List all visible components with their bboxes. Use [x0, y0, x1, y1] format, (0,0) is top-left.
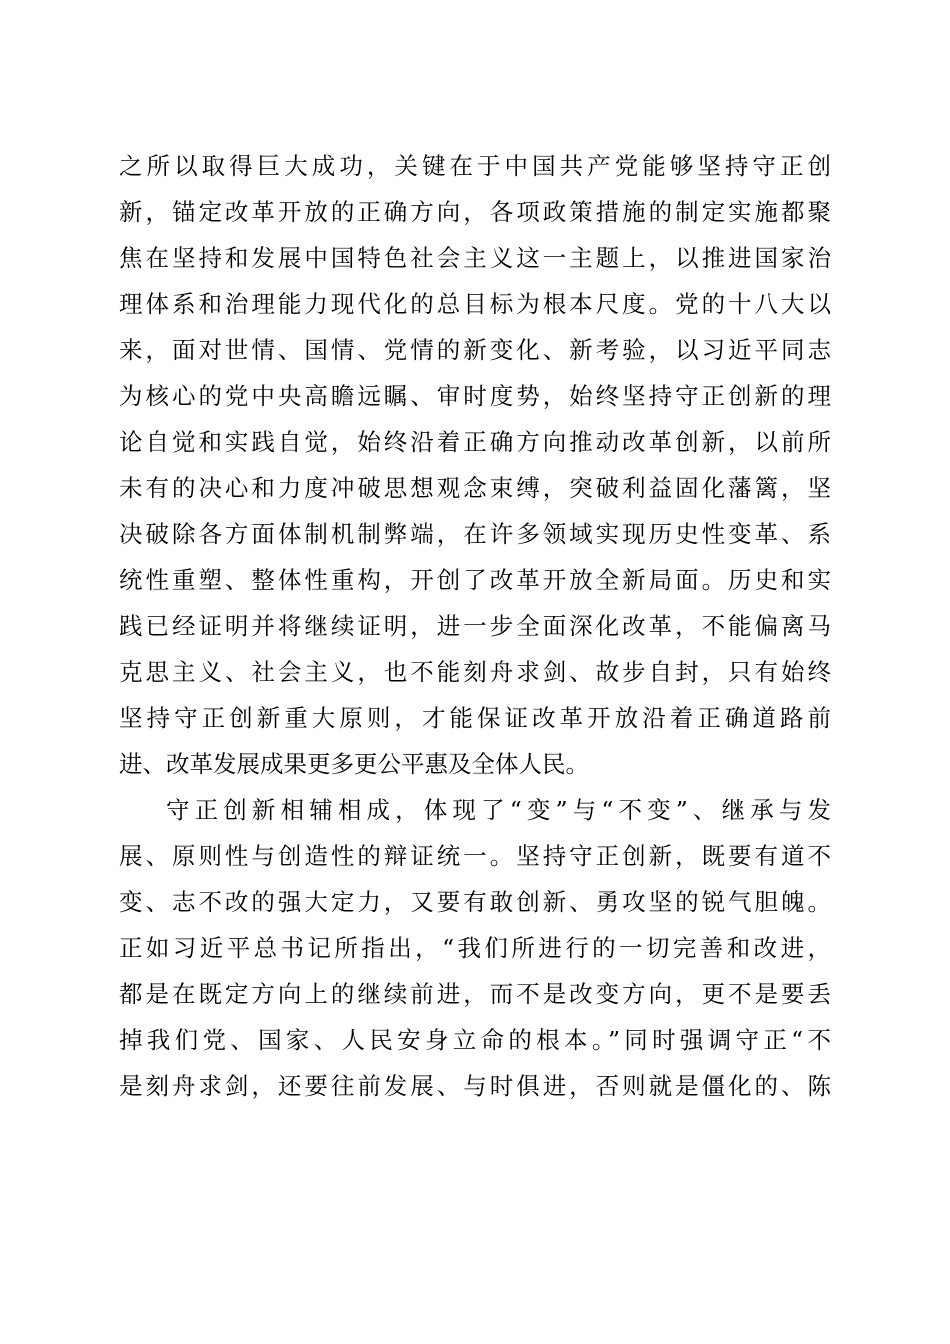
text-line: 焦在坚持和发展中国特色社会主义这一主题上，以推进国家治	[119, 244, 831, 272]
text-line: 坚持守正创新重大原则，才能保证改革开放沿着正确道路前	[119, 704, 831, 732]
text-line: 变、志不改的强大定力，又要有敢创新、勇攻坚的锐气胆魄。	[119, 888, 831, 916]
text-line: 克思主义、社会主义，也不能刻舟求剑、故步自封，只有始终	[119, 658, 831, 686]
text-line: 正如习近平总书记所指出，“我们所进行的一切完善和改进，	[119, 934, 831, 962]
text-line: 之所以取得巨大成功，关键在于中国共产党能够坚持守正创	[119, 152, 831, 180]
paragraph-1	[119, 143, 831, 787]
paragraph-2	[119, 787, 831, 1109]
text-line: 新，锚定改革开放的正确方向，各项政策措施的制定实施都聚	[119, 198, 831, 226]
text-line: 论自觉和实践自觉，始终沿着正确方向推动改革创新，以前所	[119, 428, 831, 456]
text-line: 掉我们党、国家、人民安身立命的根本。”同时强调守正“不	[119, 1026, 831, 1054]
text-line: 进、改革发展成果更多更公平惠及全体人民。	[119, 750, 589, 778]
body-text	[119, 143, 831, 1109]
text-line: 是刻舟求剑，还要往前发展、与时俱进，否则就是僵化的、陈	[119, 1072, 831, 1100]
text-line: 为核心的党中央高瞻远瞩、审时度势，始终坚持守正创新的理	[119, 382, 831, 410]
text-line: 展、原则性与创造性的辩证统一。坚持守正创新，既要有道不	[119, 842, 831, 870]
text-line: 守正创新相辅相成，体现了“变”与“不变”、继承与发	[166, 796, 831, 824]
text-line: 来，面对世情、国情、党情的新变化、新考验，以习近平同志	[119, 336, 831, 364]
text-line: 践已经证明并将继续证明，进一步全面深化改革，不能偏离马	[119, 612, 831, 640]
text-line: 决破除各方面体制机制弊端，在许多领域实现历史性变革、系	[119, 520, 831, 548]
text-line: 都是在既定方向上的继续前进，而不是改变方向，更不是要丢	[119, 980, 831, 1008]
text-line: 未有的决心和力度冲破思想观念束缚，突破利益固化藩篱，坚	[119, 474, 831, 502]
text-line: 统性重塑、整体性重构，开创了改革开放全新局面。历史和实	[119, 566, 831, 594]
text-line: 理体系和治理能力现代化的总目标为根本尺度。党的十八大以	[119, 290, 831, 318]
